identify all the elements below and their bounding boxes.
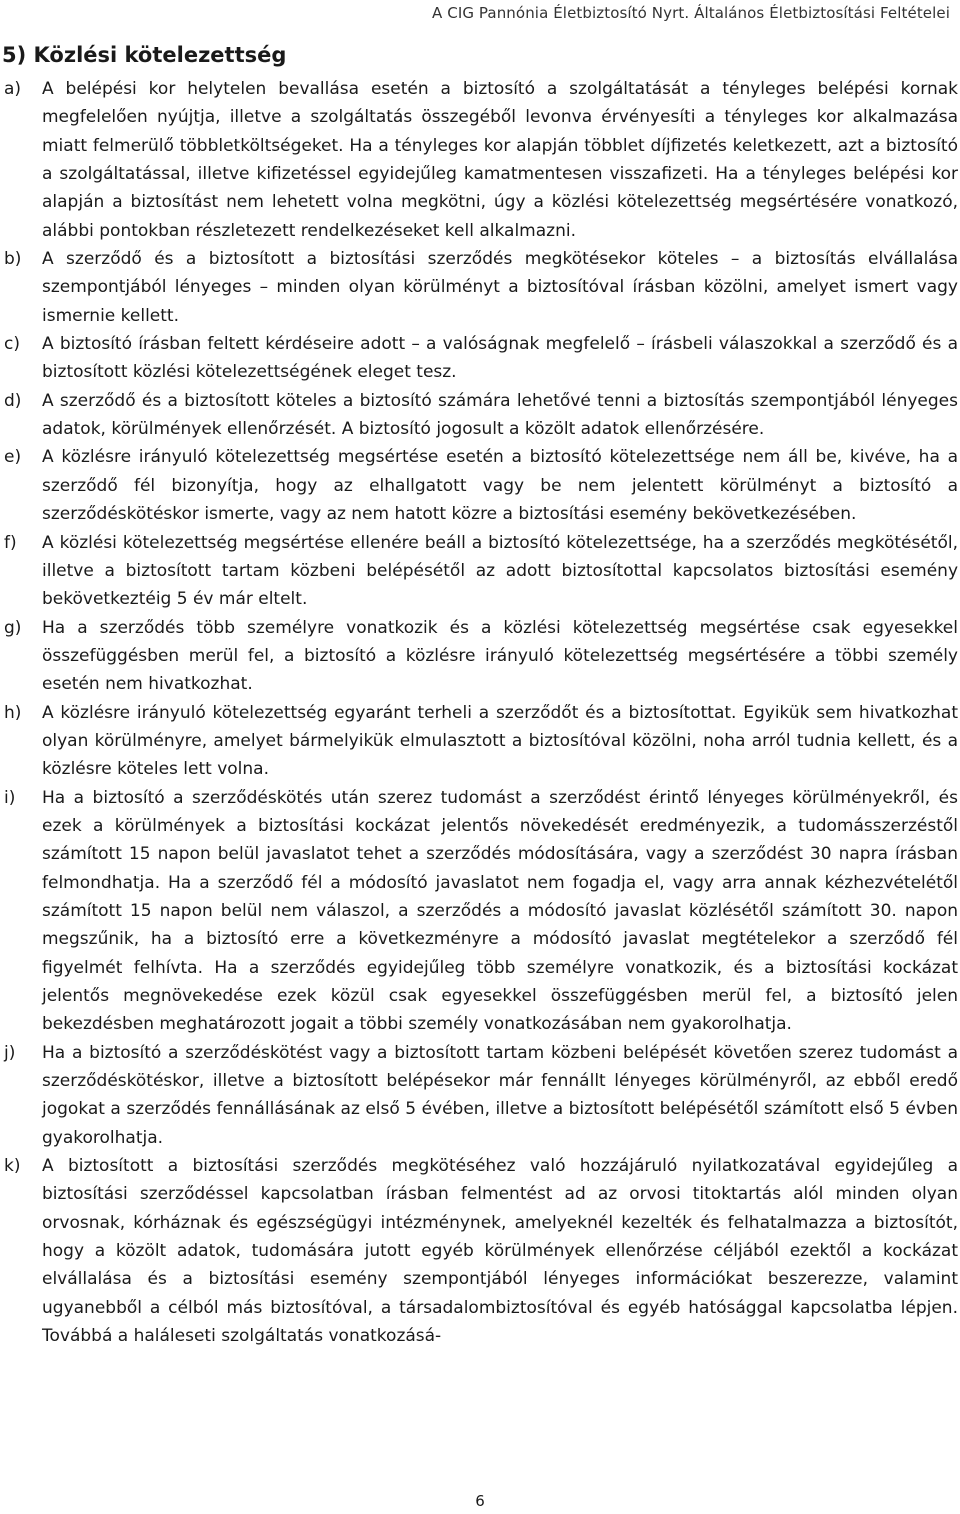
list-item-j	[0, 1039, 958, 1152]
item-text: A közlésre irányuló kötelezettség egyaránt terheli a szerződőt és a biztosítottat. Egyikük sem hivatkozhat olyan körülményre, amelyet bármelyikük elmulasztott a biztosítóval közölni, noha arról tudnia kellett, és a közlésre köteles lett volna.	[42, 702, 958, 780]
clause-list	[0, 75, 958, 1350]
item-label: j)	[4, 1042, 16, 1063]
item-text: A belépési kor helytelen bevallása esetén a biztosító a szolgáltatását a tényleges belépési kornak megfelelően nyújtja, illetve a szolgáltatás összegéből levonva érvényesíti a tényleges kor alkalmazása miatt felmerülő többletköltségeket. Ha a tényleges kor alapján többlet díjfizetés keletkezett, azt a biztosító a szolgáltatással, illetve kifizetéssel egyidejűleg kamatmentesen visszafizeti. Ha a tényleges belépési kor alapján a biztosítást nem lehetett volna megkötni, úgy a közlési kötelezettség megsértésére vonatkozó, alábbi pontokban részletezett rendelkezéseket kell alkalmazni.	[42, 79, 958, 241]
item-text: A közlésre irányuló kötelezettség megsértése esetén a biztosító kötelezettsége nem áll be, kivéve, ha a szerződő fél bizonyítja, hogy az elhallgatott vagy be nem jelentett körülményt a biztosító a szerződéskötéskor ismerte, vagy az nem hatott közre a biztosítási esemény bekövetkezésében.	[42, 447, 958, 525]
item-label: i)	[4, 787, 16, 808]
item-text: A biztosított a biztosítási szerződés megkötéséhez való hozzájáruló nyilatkozatával egyidejűleg a biztosítási szerződéssel kapcsolatban írásban felmentést ad az orvosi titoktartás alól minden olyan orvosnak, kórháznak és egészségügyi intézménynek, amelyeknél kezelték és felhatalmazza a biztosítót, hogy a közölt adatok, tudomására jutott egyéb körülmények ellenőrzése céljából ezektől a kockázat elvállalása és a biztosítási esemény szempontjából lényeges információkat beszerezze, valamint ugyanebből a célból más biztosítóval, a társadalombiztosítóval és egyéb hatósággal kapcsolatba lépjen. Továbbá a haláleseti szolgáltatás vonatkozásá-	[42, 1156, 958, 1347]
item-label: g)	[4, 617, 22, 638]
list-item-h	[0, 699, 958, 784]
list-item-e	[0, 443, 958, 528]
item-text: A biztosító írásban feltett kérdéseire adott – a valóságnak megfelelő – írásbeli válaszokkal a szerződő és a biztosított közlési kötelezettségének eleget tesz.	[42, 334, 958, 383]
item-text: Ha a biztosító a szerződéskötést vagy a biztosított tartam közbeni belépését követően szerez tudomást a szerződéskötéskor, illetve a biztosított belépésekor már fennállt lényeges körülményről, az ebből eredő jogokat a szerződés fennállásának az első 5 évében, illetve a biztosított belépésétől számított első 5 évben gyakorolhatja.	[42, 1042, 958, 1148]
item-label: a)	[4, 79, 22, 99]
running-header: A CIG Pannónia Életbiztosító Nyrt. Általános Életbiztosítási Feltételei	[432, 4, 950, 22]
item-text: Ha a szerződés több személyre vonatkozik és a közlési kötelezettség megsértése csak egyesekkel összefüggésben merül fel, a biztosító a közlésre irányuló kötelezettség megsértésére a többi személy esetén nem hivatkozhat.	[42, 617, 958, 695]
list-item-c	[0, 330, 958, 387]
section-title: 5) Közlési kötelezettség	[2, 43, 287, 67]
list-item-f	[0, 529, 958, 614]
list-item-b	[0, 245, 958, 330]
item-label: d)	[4, 390, 22, 411]
item-text: A szerződő és a biztosított köteles a biztosító számára lehetővé tenni a biztosítás szempontjából lényeges adatok, körülmények ellenőrzését. A biztosító jogosult a közölt adatok ellenőrzésére.	[42, 390, 958, 440]
item-label: k)	[4, 1156, 21, 1177]
list-item-d	[0, 387, 958, 444]
item-text: A közlési kötelezettség megsértése ellenére beáll a biztosító kötelezettsége, ha a szerződés megkötésétől, illetve a biztosított tartam közbeni belépésétől az adott biztosítottal kapcsolatos biztosítási esemény bekövetkeztéig 5 év már eltelt.	[42, 532, 958, 610]
list-item-i	[0, 784, 958, 1039]
page-number: 6	[475, 1492, 485, 1510]
item-text: Ha a biztosító a szerződéskötés után szerez tudomást a szerződést érintő lényeges körülményekről, és ezek a körülmények a biztosítási kockázat jelentős növekedését eredményezik, a tudomásszerzéstől számított 15 napon belül javaslatot tehet a szerződés módosítására, vagy a szerződést 30 napra írásban felmondhatja. Ha a szerződő fél a módosító javaslatot nem fogadja el, vagy arra annak kézhezvételétől számított 15 napon belül nem válaszol, a szerződés a módosító javaslat közlésétől számított 30. napon megszűnik, ha a biztosító erre a következményre a módosító javaslat megtételekor a szerződő fél figyelmét felhívta. Ha a szerződés egyidejűleg több személyre vonatkozik, és a biztosítási kockázat jelentős megnövekedése ezek közül csak egyesekkel összefüggésben merül fel, a biztosító jelen bekezdésben meghatározott jogait a többi személy vonatkozásában nem gyakorolhatja.	[42, 787, 958, 1035]
list-item-a	[0, 75, 958, 245]
item-text: A szerződő és a biztosított a biztosítási szerződés megkötésekor köteles – a biztosítás elvállalása szempontjából lényeges – minden olyan körülményt a biztosítóval írásban közölni, amelyet ismert vagy ismernie kellett.	[42, 249, 958, 326]
item-label: b)	[4, 249, 22, 270]
item-label: c)	[4, 334, 20, 355]
list-item-k	[0, 1152, 958, 1350]
item-label: e)	[4, 447, 22, 468]
list-item-g	[0, 614, 958, 699]
item-label: f)	[4, 532, 17, 553]
item-label: h)	[4, 702, 22, 723]
